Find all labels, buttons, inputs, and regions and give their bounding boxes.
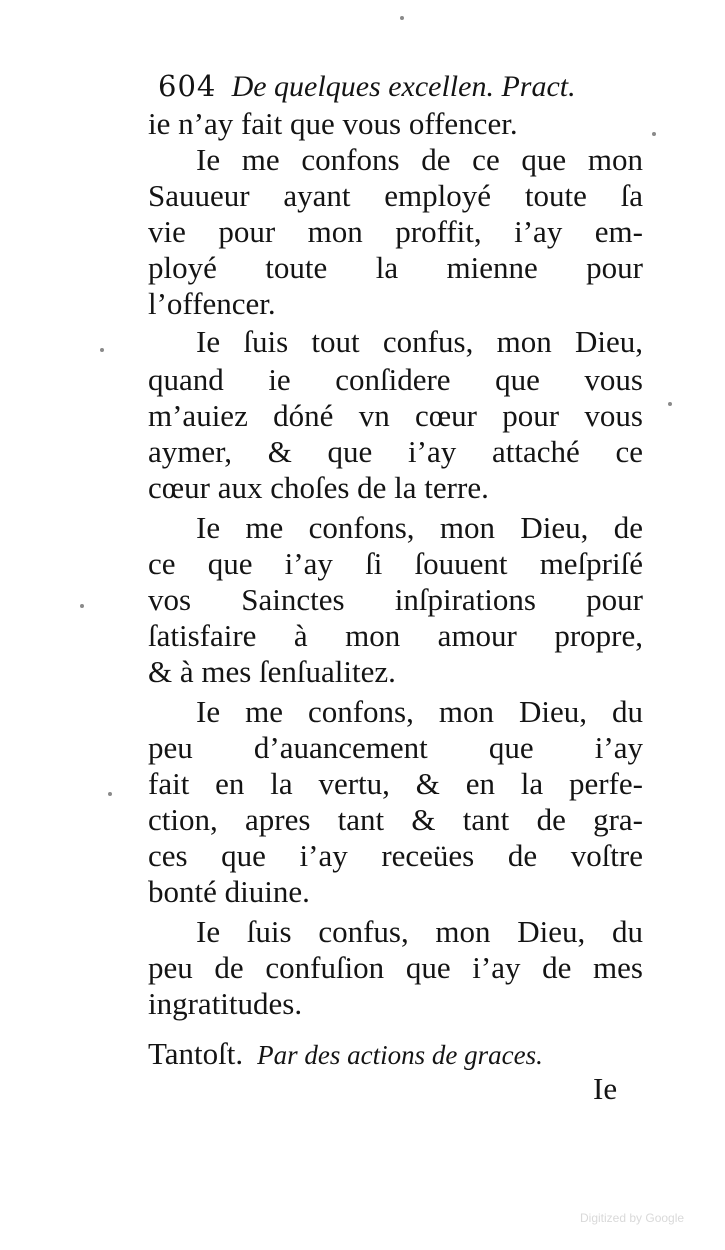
text-line: Ie me confons de ce que mon (196, 142, 643, 177)
text-line: Sauueur ayant employé toute ſa (148, 178, 643, 213)
text-line: quand ie conſidere que vous (148, 362, 643, 397)
text-line: Ie me confons, mon Dieu, de (196, 510, 643, 545)
text-line: ſatisfaire à mon amour propre, (148, 618, 643, 653)
text-line: Ie me confons, mon Dieu, du (196, 694, 643, 729)
scan-speck (100, 348, 104, 352)
scan-speck (652, 132, 656, 136)
scan-speck (400, 16, 404, 20)
text-line: ie n’ay fait que vous offencer. (148, 106, 518, 141)
closing-word: Tantoſt. (148, 1036, 244, 1071)
text-line: peu d’auancement que i’ay (148, 730, 643, 765)
text-line: ce que i’ay ſi ſouuent meſpriſé (148, 546, 643, 581)
text-line: bonté diuine. (148, 874, 310, 909)
scan-speck (80, 604, 84, 608)
text-line: l’offencer. (148, 286, 276, 321)
text-line: ingratitudes. (148, 986, 303, 1021)
scan-speck (668, 402, 672, 406)
text-line: Ie ſuis confus, mon Dieu, du (196, 914, 643, 949)
text-line: fait en la vertu, & en la perfe- (148, 766, 643, 801)
text-line: vie pour mon proffit, i’ay em- (148, 214, 643, 249)
text-line: ces que i’ay receües de voſtre (148, 838, 643, 873)
text-line: aymer, & que i’ay attaché ce (148, 434, 643, 469)
text-line: vos Sainctes inſpirations pour (148, 582, 643, 617)
watermark: Digitized by Google (580, 1211, 685, 1225)
text-line: peu de confuſion que i’ay de mes (148, 950, 643, 985)
text-line: & à mes ſenſualitez. (148, 654, 396, 689)
catchword: Ie (593, 1071, 618, 1106)
page-header (158, 66, 628, 106)
scan-speck (108, 792, 112, 796)
running-title: De quelques excellen. Pract. (231, 70, 576, 103)
closing-line (148, 1034, 643, 1074)
page-number: 604 (158, 69, 217, 103)
text-line: cœur aux choſes de la terre. (148, 470, 489, 505)
text-line: ction, apres tant & tant de gra- (148, 802, 643, 837)
text-line: ployé toute la mienne pour (148, 250, 643, 285)
text-line: Ie ſuis tout confus, mon Dieu, (196, 324, 643, 359)
closing-italic: Par des actions de graces. (257, 1040, 543, 1070)
text-line: m’auiez dóné vn cœur pour vous (148, 398, 643, 433)
